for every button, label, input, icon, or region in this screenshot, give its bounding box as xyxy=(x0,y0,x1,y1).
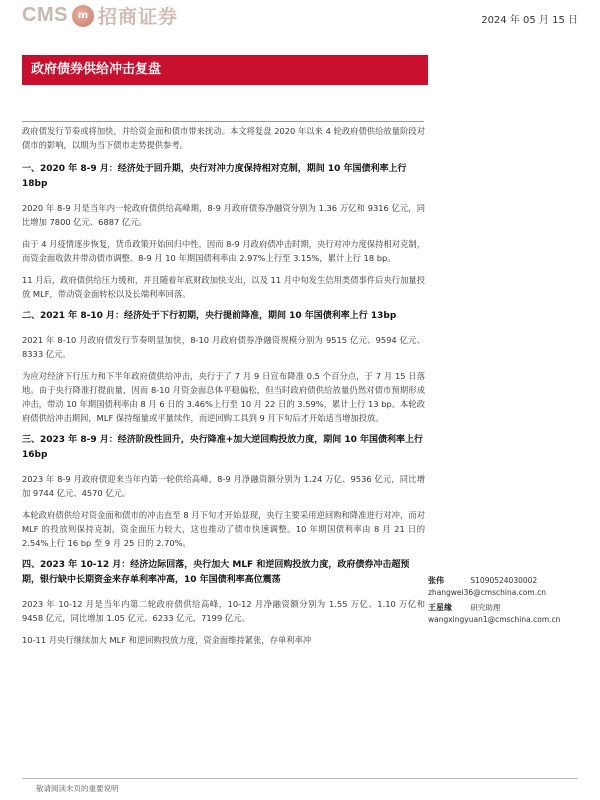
logo-chinese: 招商证券 xyxy=(97,6,178,28)
section-heading: 四、2023 年 10-12 月：经济边际回落，央行加大 MLF 和逆回购投放力度，政府债券冲击超预期，银行缺中长期资金来存单利率冲高，10 年国债利率高位震荡 xyxy=(22,560,410,585)
analyst-1-email[interactable]: zhangwei36@cmschina.com.cn xyxy=(428,588,546,597)
report-date: 2024 年 05 月 15 日 xyxy=(481,15,578,26)
body-paragraph: 由于 4 月疫情逐步恢复，货币政策开始回归中性，因而 8-9 月政府债冲击时期，央行对冲力度保持相对克制，而资金面收敛并带动债市调整。8-9 月 10 年期国债利率由 2.97%上行至 3.15%，累计上行 18 bp。 xyxy=(22,239,425,263)
analyst-1-cert: S1090524030002 xyxy=(470,576,538,585)
logo-latin: CMS xyxy=(22,4,68,26)
analyst-2-email[interactable]: wangxingyuan1@cmschina.com.cn xyxy=(428,615,561,624)
analyst-1-name: 张伟 xyxy=(428,576,444,585)
analyst-2-name: 王星缘 xyxy=(428,603,452,612)
cms-logo xyxy=(22,2,178,29)
section-heading: 二、2021 年 8-10 月：经济处于下行初期，央行提前降准，期间 10 年国债利率上行 13bp xyxy=(22,311,397,321)
footer-divider xyxy=(22,778,578,779)
analyst-panel xyxy=(428,575,588,626)
analyst-2-title: 研究助理 xyxy=(470,603,501,612)
analyst-2-row xyxy=(428,602,588,614)
body-paragraph: 2020 年 8-9 月是当年内一轮政府债供给高峰期，8-9 月政府债券净融资分别为 1.36 万亿和 9316 亿元，同比增加 7800 亿元、6887 亿元。 xyxy=(22,203,425,227)
body-paragraph: 11 月后，政府债供给压力缓和，并且随着年底财政加快支出，以及 11 月中旬发生信用类债事件后央行加量投放 MLF，带动资金面转松以及长端利率回落。 xyxy=(22,275,425,299)
footer-disclaimer: 敬请阅读末页的重要说明 xyxy=(36,784,119,793)
report-title: 政府债券供给冲击复盘 xyxy=(22,55,428,85)
analyst-1-row xyxy=(428,575,588,587)
body-paragraph: 2023 年 8-9 月政府债迎来当年内第一轮供给高峰，8-9 月净融资额分别为 1.24 万亿、9536 亿元，同比增加 9744 亿元、4570 亿元。 xyxy=(22,474,425,498)
logo-mark-icon: m xyxy=(72,5,94,27)
section-heading: 三、2023 年 8-9 月：经济阶段性回升，央行降准+加大逆回购投放力度，期间 10 年国债利率上行 16bp xyxy=(22,435,424,460)
report-body xyxy=(22,124,425,655)
section-heading: 一、2020 年 8-9 月：经济处于回升期，央行对冲力度保持相对克制，期间 10 年国债利率上行 18bp xyxy=(22,164,407,189)
divider xyxy=(22,121,424,122)
body-paragraph: 本轮政府债供给对资金面和债市的冲击直至 8 月下旬才开始显现，央行主要采用逆回购和降准进行对冲，而对 MLF 的投放则保持克制，资金面压力较大，这也推动了债市快速调整。10 年期国债利率由 8 月 21 日的 2.54%上行 16 bp 至 9 月 25 日的 2.70%。 xyxy=(22,510,425,548)
body-paragraph: 2023 年 10-12 月是当年内第二轮政府债供给高峰，10-12 月净融资额分别为 1.55 万亿、1.10 万亿和 9458 亿元，同比增加 1.05 亿元、6233 亿元，7199 亿元。 xyxy=(22,599,425,623)
body-paragraph: 政府债发行节奏或将加快，并给资金面和债市带来扰动。本文将复盘 2020 年以来 4 轮政府债供给放量阶段对债市的影响，以期为当下债市走势提供参考。 xyxy=(22,126,425,150)
body-paragraph: 为应对经济下行压力和下半年政府债供给冲击，央行于了 7 月 9 日宣布降准 0.5 个百分点，于 7 月 15 日落地。由于央行降准打提前量，因而 8-10 月资金面总体平稳偏松，但当时政府债供给放量仍然对债市预期形成冲击，带动 10 年期国债利率由 8 月 6 日的 3.46%上行至 10 月 22 日的 3.59%，累计上行 13 bp。本轮政府债供给冲击期间，MLF 保持缩量或平量续作，而逆回购工具到 9 月下旬后才开始适当增加投放。 xyxy=(22,371,425,423)
page-header xyxy=(0,0,600,38)
body-paragraph: 10-11 月央行继续加大 MLF 和逆回购投放力度，资金面维持紧张，存单利率冲 xyxy=(22,635,312,645)
body-paragraph: 2021 年 8-10 月政府债发行节奏明显加快，8-10 月政府债券净融资规模分别为 9515 亿元、9594 亿元、8333 亿元。 xyxy=(22,335,425,359)
